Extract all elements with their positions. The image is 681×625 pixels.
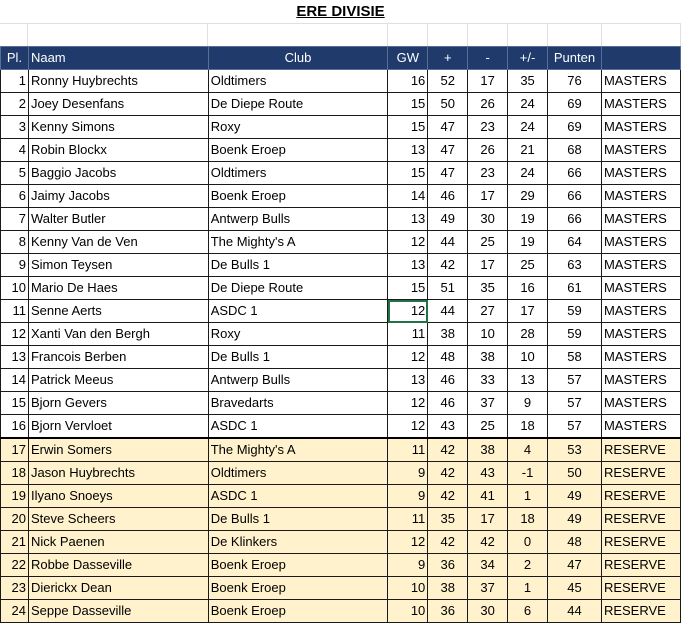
place-cell[interactable]: 8 [1, 231, 29, 254]
min-cell[interactable]: 37 [468, 392, 508, 415]
name-cell[interactable]: Nick Paenen [28, 531, 208, 554]
club-cell[interactable]: De Klinkers [208, 531, 388, 554]
min-cell[interactable]: 17 [468, 185, 508, 208]
table-row [1, 462, 681, 485]
name-cell[interactable]: Jaimy Jacobs [28, 185, 208, 208]
place-cell[interactable]: 6 [1, 185, 29, 208]
plus-cell[interactable]: 47 [428, 139, 468, 162]
table-row [1, 438, 681, 462]
diff-cell[interactable]: 35 [508, 70, 548, 93]
diff-cell[interactable]: 19 [508, 208, 548, 231]
points-cell[interactable]: 63 [548, 254, 602, 277]
place-cell[interactable]: 15 [1, 392, 29, 415]
category-cell[interactable]: RESERVE [601, 531, 680, 554]
table-row [1, 346, 681, 369]
sheet-title: ERE DIVISIE [296, 3, 385, 20]
category-cell[interactable]: MASTERS [601, 231, 680, 254]
plus-cell[interactable]: 50 [428, 93, 468, 116]
min-cell[interactable]: 42 [468, 531, 508, 554]
plus-cell[interactable]: 38 [428, 323, 468, 346]
club-cell[interactable]: The Mighty's A [208, 438, 388, 462]
plus-cell[interactable]: 46 [428, 369, 468, 392]
name-cell[interactable]: Patrick Meeus [28, 369, 208, 392]
place-cell[interactable]: 23 [1, 577, 29, 600]
name-cell[interactable]: Steve Scheers [28, 508, 208, 531]
min-cell[interactable]: 23 [468, 116, 508, 139]
club-cell[interactable]: Boenk Eroep [208, 577, 388, 600]
plus-cell[interactable]: 44 [428, 300, 468, 323]
plus-cell[interactable]: 47 [428, 162, 468, 185]
club-cell[interactable]: Oldtimers [208, 462, 388, 485]
diff-cell[interactable]: 21 [508, 139, 548, 162]
diff-cell[interactable]: 17 [508, 300, 548, 323]
col-header-plus[interactable]: + [428, 47, 468, 70]
category-cell[interactable]: RESERVE [601, 600, 680, 623]
club-cell[interactable]: The Mighty's A [208, 231, 388, 254]
points-cell[interactable]: 57 [548, 415, 602, 439]
table-row [1, 415, 681, 439]
club-cell[interactable]: Roxy [208, 116, 388, 139]
plus-cell[interactable]: 38 [428, 577, 468, 600]
plus-cell[interactable]: 51 [428, 277, 468, 300]
category-cell[interactable]: RESERVE [601, 577, 680, 600]
place-cell[interactable]: 5 [1, 162, 29, 185]
name-cell[interactable]: Senne Aerts [28, 300, 208, 323]
table-row [1, 208, 681, 231]
name-cell[interactable]: Bjorn Gevers [28, 392, 208, 415]
gw-cell[interactable]: 15 [388, 93, 428, 116]
table-row [1, 577, 681, 600]
place-cell[interactable]: 1 [1, 70, 29, 93]
category-cell[interactable]: MASTERS [601, 93, 680, 116]
table-row [1, 485, 681, 508]
diff-cell[interactable]: 10 [508, 346, 548, 369]
table-row [1, 185, 681, 208]
points-cell[interactable]: 68 [548, 139, 602, 162]
category-cell[interactable]: MASTERS [601, 139, 680, 162]
name-cell[interactable]: Baggio Jacobs [28, 162, 208, 185]
gw-cell[interactable]: 10 [388, 577, 428, 600]
table-row [1, 162, 681, 185]
min-cell[interactable]: 37 [468, 577, 508, 600]
plus-cell[interactable]: 46 [428, 392, 468, 415]
place-cell[interactable]: 11 [1, 300, 29, 323]
place-cell[interactable]: 13 [1, 346, 29, 369]
name-cell[interactable]: Jason Huybrechts [28, 462, 208, 485]
points-cell[interactable]: 76 [548, 70, 602, 93]
diff-cell[interactable]: 1 [508, 577, 548, 600]
points-cell[interactable]: 49 [548, 485, 602, 508]
name-cell[interactable]: Ronny Huybrechts [28, 70, 208, 93]
plus-cell[interactable]: 43 [428, 415, 468, 439]
points-cell[interactable]: 47 [548, 554, 602, 577]
min-cell[interactable]: 38 [468, 346, 508, 369]
table-row [1, 554, 681, 577]
min-cell[interactable]: 33 [468, 369, 508, 392]
table-row [1, 531, 681, 554]
points-cell[interactable]: 64 [548, 231, 602, 254]
name-cell[interactable]: Robin Blockx [28, 139, 208, 162]
place-cell[interactable]: 9 [1, 254, 29, 277]
plus-cell[interactable]: 48 [428, 346, 468, 369]
club-cell[interactable]: Bravedarts [208, 392, 388, 415]
points-cell[interactable]: 59 [548, 300, 602, 323]
table-row [1, 231, 681, 254]
col-header-gw[interactable]: GW [388, 47, 428, 70]
plus-cell[interactable]: 42 [428, 485, 468, 508]
points-cell[interactable]: 59 [548, 323, 602, 346]
diff-cell[interactable]: 18 [508, 508, 548, 531]
diff-cell[interactable]: 18 [508, 415, 548, 439]
diff-cell[interactable]: 13 [508, 369, 548, 392]
gw-cell[interactable]: 15 [388, 116, 428, 139]
diff-cell[interactable]: 6 [508, 600, 548, 623]
diff-cell[interactable]: 16 [508, 277, 548, 300]
gw-cell[interactable]: 11 [388, 438, 428, 462]
min-cell[interactable]: 38 [468, 438, 508, 462]
category-cell[interactable]: MASTERS [601, 185, 680, 208]
category-cell[interactable]: RESERVE [601, 462, 680, 485]
gw-cell[interactable]: 15 [388, 162, 428, 185]
club-cell[interactable]: Boenk Eroep [208, 554, 388, 577]
min-cell[interactable]: 30 [468, 208, 508, 231]
plus-cell[interactable]: 36 [428, 554, 468, 577]
col-header-pl[interactable]: Pl. [1, 47, 29, 70]
category-cell[interactable]: RESERVE [601, 554, 680, 577]
place-cell[interactable]: 3 [1, 116, 29, 139]
points-cell[interactable]: 61 [548, 277, 602, 300]
diff-cell[interactable]: -1 [508, 462, 548, 485]
table-row [1, 323, 681, 346]
min-cell[interactable]: 35 [468, 277, 508, 300]
place-cell[interactable]: 4 [1, 139, 29, 162]
plus-cell[interactable]: 49 [428, 208, 468, 231]
min-cell[interactable]: 34 [468, 554, 508, 577]
diff-cell[interactable]: 2 [508, 554, 548, 577]
plus-cell[interactable]: 52 [428, 70, 468, 93]
plus-cell[interactable]: 35 [428, 508, 468, 531]
category-cell[interactable]: MASTERS [601, 323, 680, 346]
min-cell[interactable]: 10 [468, 323, 508, 346]
points-cell[interactable]: 66 [548, 162, 602, 185]
diff-cell[interactable]: 1 [508, 485, 548, 508]
points-cell[interactable]: 58 [548, 346, 602, 369]
table-row [1, 277, 681, 300]
diff-cell[interactable]: 29 [508, 185, 548, 208]
gw-cell[interactable]: 12 [388, 346, 428, 369]
points-cell[interactable]: 69 [548, 93, 602, 116]
diff-cell[interactable]: 9 [508, 392, 548, 415]
name-cell[interactable]: Simon Teysen [28, 254, 208, 277]
club-cell[interactable]: ASDC 1 [208, 300, 388, 323]
table-row [1, 70, 681, 93]
category-cell[interactable]: RESERVE [601, 485, 680, 508]
category-cell[interactable]: MASTERS [601, 346, 680, 369]
place-cell[interactable]: 16 [1, 415, 29, 439]
category-cell[interactable]: MASTERS [601, 300, 680, 323]
name-cell[interactable]: Erwin Somers [28, 438, 208, 462]
gw-cell[interactable]: 10 [388, 600, 428, 623]
gw-cell[interactable]: 16 [388, 70, 428, 93]
min-cell[interactable]: 43 [468, 462, 508, 485]
club-cell[interactable]: ASDC 1 [208, 485, 388, 508]
col-header-category[interactable] [601, 47, 680, 70]
table-row [1, 369, 681, 392]
diff-cell[interactable]: 24 [508, 162, 548, 185]
category-cell[interactable]: MASTERS [601, 277, 680, 300]
gw-cell[interactable]: 9 [388, 485, 428, 508]
name-cell[interactable]: Francois Berben [28, 346, 208, 369]
category-cell[interactable]: MASTERS [601, 208, 680, 231]
min-cell[interactable]: 25 [468, 231, 508, 254]
gw-cell[interactable]: 12 [388, 531, 428, 554]
gw-cell[interactable]: 11 [388, 508, 428, 531]
table-row [1, 139, 681, 162]
points-cell[interactable]: 44 [548, 600, 602, 623]
table-row [1, 508, 681, 531]
plus-cell[interactable]: 44 [428, 231, 468, 254]
club-cell[interactable]: Roxy [208, 323, 388, 346]
gw-cell[interactable]: 9 [388, 462, 428, 485]
min-cell[interactable]: 41 [468, 485, 508, 508]
table-row [1, 93, 681, 116]
points-cell[interactable]: 57 [548, 392, 602, 415]
plus-cell[interactable]: 36 [428, 600, 468, 623]
name-cell[interactable]: Mario De Haes [28, 277, 208, 300]
table-row [1, 116, 681, 139]
table-row [1, 392, 681, 415]
category-cell[interactable]: MASTERS [601, 162, 680, 185]
points-cell[interactable]: 69 [548, 116, 602, 139]
place-cell[interactable]: 24 [1, 600, 29, 623]
plus-cell[interactable]: 42 [428, 531, 468, 554]
points-cell[interactable]: 49 [548, 508, 602, 531]
gw-cell[interactable]: 13 [388, 139, 428, 162]
plus-cell[interactable]: 42 [428, 438, 468, 462]
points-cell[interactable]: 66 [548, 208, 602, 231]
club-cell[interactable]: Boenk Eroep [208, 185, 388, 208]
diff-cell[interactable]: 0 [508, 531, 548, 554]
category-cell[interactable]: MASTERS [601, 70, 680, 93]
club-cell[interactable]: Antwerp Bulls [208, 369, 388, 392]
min-cell[interactable]: 30 [468, 600, 508, 623]
min-cell[interactable]: 26 [468, 93, 508, 116]
diff-cell[interactable]: 25 [508, 254, 548, 277]
points-cell[interactable]: 66 [548, 185, 602, 208]
points-cell[interactable]: 48 [548, 531, 602, 554]
col-header-naam[interactable]: Naam [28, 47, 208, 70]
col-header-club[interactable]: Club [208, 47, 388, 70]
place-cell[interactable]: 2 [1, 93, 29, 116]
gw-cell[interactable]: 12 [388, 300, 428, 323]
place-cell[interactable]: 7 [1, 208, 29, 231]
col-header-min[interactable]: - [468, 47, 508, 70]
standings-body [1, 70, 681, 623]
header-row [1, 47, 681, 70]
standings-table [0, 46, 681, 623]
min-cell[interactable]: 26 [468, 139, 508, 162]
gw-cell[interactable]: 12 [388, 231, 428, 254]
name-cell[interactable]: Kenny Simons [28, 116, 208, 139]
name-cell[interactable]: Ilyano Snoeys [28, 485, 208, 508]
category-cell[interactable]: MASTERS [601, 369, 680, 392]
club-cell[interactable]: Antwerp Bulls [208, 208, 388, 231]
gw-cell[interactable]: 13 [388, 208, 428, 231]
min-cell[interactable]: 25 [468, 415, 508, 439]
min-cell[interactable]: 17 [468, 508, 508, 531]
place-cell[interactable]: 10 [1, 277, 29, 300]
diff-cell[interactable]: 19 [508, 231, 548, 254]
club-cell[interactable]: De Bulls 1 [208, 346, 388, 369]
category-cell[interactable]: RESERVE [601, 508, 680, 531]
name-cell[interactable]: Robbe Dasseville [28, 554, 208, 577]
gw-cell[interactable]: 11 [388, 323, 428, 346]
name-cell[interactable]: Seppe Dasseville [28, 600, 208, 623]
diff-cell[interactable]: 4 [508, 438, 548, 462]
min-cell[interactable]: 17 [468, 70, 508, 93]
diff-cell[interactable]: 24 [508, 116, 548, 139]
min-cell[interactable]: 23 [468, 162, 508, 185]
gw-cell[interactable]: 12 [388, 415, 428, 439]
place-cell[interactable]: 18 [1, 462, 29, 485]
club-cell[interactable]: De Diepe Route [208, 93, 388, 116]
name-cell[interactable]: Kenny Van de Ven [28, 231, 208, 254]
name-cell[interactable]: Dierickx Dean [28, 577, 208, 600]
club-cell[interactable]: De Bulls 1 [208, 254, 388, 277]
table-row [1, 600, 681, 623]
points-cell[interactable]: 53 [548, 438, 602, 462]
gw-cell[interactable]: 13 [388, 369, 428, 392]
place-cell[interactable]: 19 [1, 485, 29, 508]
gw-cell[interactable]: 13 [388, 254, 428, 277]
diff-cell[interactable]: 24 [508, 93, 548, 116]
min-cell[interactable]: 27 [468, 300, 508, 323]
plus-cell[interactable]: 42 [428, 254, 468, 277]
club-cell[interactable]: Boenk Eroep [208, 139, 388, 162]
category-cell[interactable]: MASTERS [601, 116, 680, 139]
place-cell[interactable]: 14 [1, 369, 29, 392]
club-cell[interactable]: Oldtimers [208, 162, 388, 185]
gw-cell[interactable]: 12 [388, 392, 428, 415]
name-cell[interactable]: Walter Butler [28, 208, 208, 231]
gw-cell[interactable]: 9 [388, 554, 428, 577]
name-cell[interactable]: Xanti Van den Bergh [28, 323, 208, 346]
club-cell[interactable]: ASDC 1 [208, 415, 388, 439]
name-cell[interactable]: Joey Desenfans [28, 93, 208, 116]
plus-cell[interactable]: 42 [428, 462, 468, 485]
club-cell[interactable]: Oldtimers [208, 70, 388, 93]
club-cell[interactable]: Boenk Eroep [208, 600, 388, 623]
table-row [1, 300, 681, 323]
blank-row [0, 23, 681, 46]
place-cell[interactable]: 20 [1, 508, 29, 531]
place-cell[interactable]: 22 [1, 554, 29, 577]
category-cell[interactable]: MASTERS [601, 392, 680, 415]
min-cell[interactable]: 17 [468, 254, 508, 277]
gw-cell[interactable]: 14 [388, 185, 428, 208]
col-header-punten[interactable]: Punten [548, 47, 602, 70]
points-cell[interactable]: 57 [548, 369, 602, 392]
club-cell[interactable]: De Diepe Route [208, 277, 388, 300]
place-cell[interactable]: 21 [1, 531, 29, 554]
name-cell[interactable]: Bjorn Vervloet [28, 415, 208, 439]
plus-cell[interactable]: 47 [428, 116, 468, 139]
club-cell[interactable]: De Bulls 1 [208, 508, 388, 531]
col-header-diff[interactable]: +/- [508, 47, 548, 70]
plus-cell[interactable]: 46 [428, 185, 468, 208]
place-cell[interactable]: 17 [1, 438, 29, 462]
table-row [1, 254, 681, 277]
points-cell[interactable]: 50 [548, 462, 602, 485]
points-cell[interactable]: 45 [548, 577, 602, 600]
category-cell[interactable]: MASTERS [601, 415, 680, 439]
diff-cell[interactable]: 28 [508, 323, 548, 346]
category-cell[interactable]: RESERVE [601, 438, 680, 462]
gw-cell[interactable]: 15 [388, 277, 428, 300]
category-cell[interactable]: MASTERS [601, 254, 680, 277]
place-cell[interactable]: 12 [1, 323, 29, 346]
